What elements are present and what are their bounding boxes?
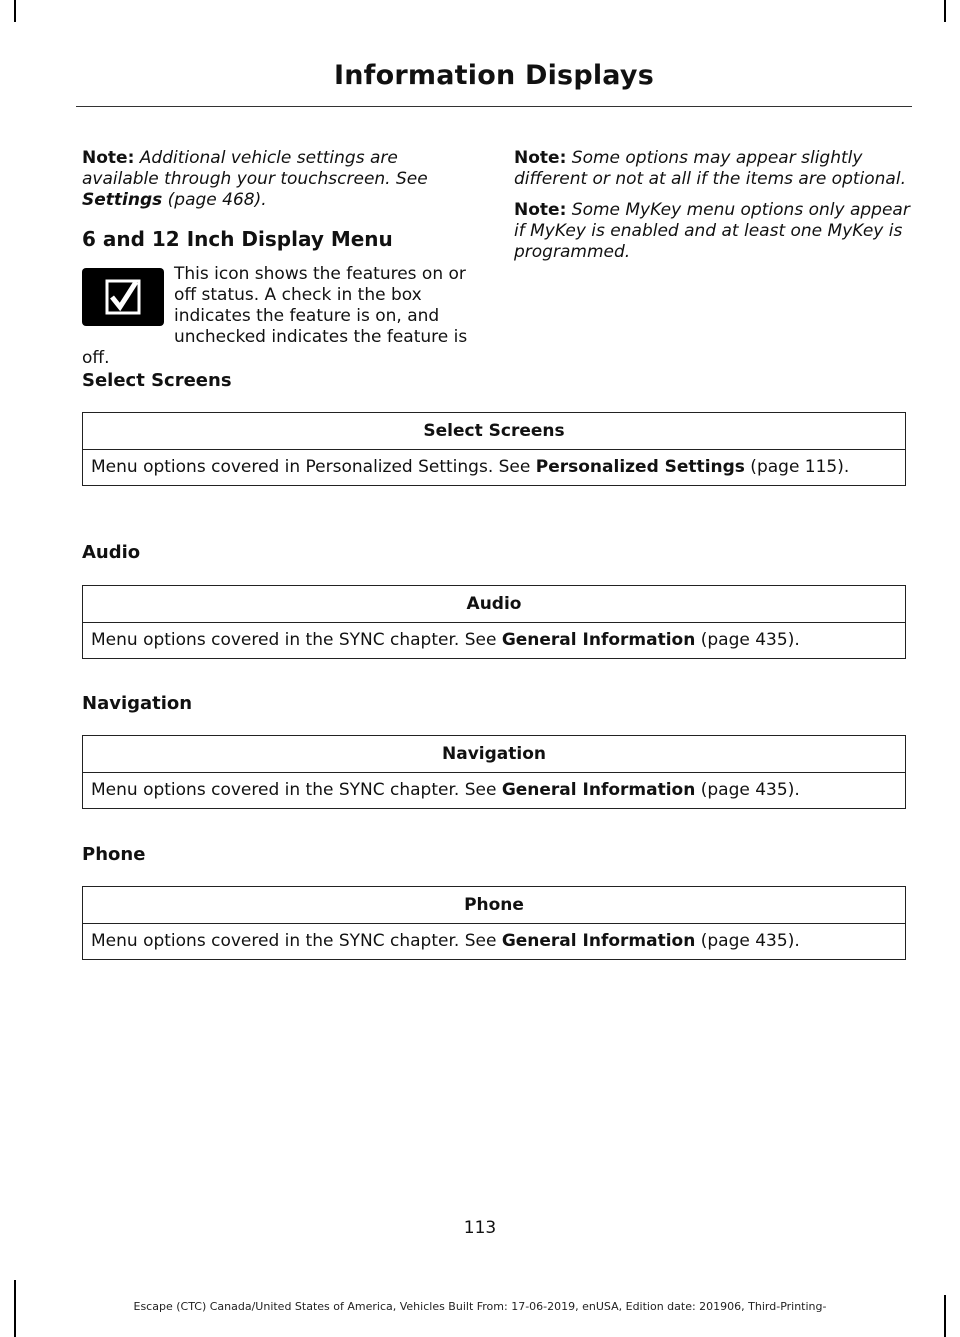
- footer-edition-text: Escape (CTC) Canada/United States of America, Vehicles Built From: 17-06-2019, enUSA, Edition date: 201906, Third-Printing-: [133, 1300, 827, 1313]
- section-heading-audio: Audio: [82, 542, 141, 563]
- right-column: [514, 148, 910, 273]
- cell-text: Menu options covered in the SYNC chapter. See: [91, 630, 502, 650]
- settings-link[interactable]: Settings: [82, 190, 163, 210]
- crop-mark: [944, 0, 946, 22]
- table-cell: [83, 450, 906, 486]
- table-phone: [82, 886, 906, 960]
- cell-page-ref: (page 435).: [695, 780, 800, 800]
- table-audio: [82, 585, 906, 659]
- checked-box-icon: [82, 268, 164, 326]
- note-label: Note:: [514, 200, 567, 220]
- note-text: Additional vehicle settings are available through your touchscreen. See: [82, 148, 428, 189]
- left-column: [82, 148, 474, 369]
- section-heading-select-screens: Select Screens: [82, 370, 232, 391]
- note-additional-settings: [82, 148, 474, 211]
- icon-description: [82, 264, 474, 369]
- page-number: 113: [463, 1218, 497, 1238]
- table-header: Navigation: [83, 736, 906, 773]
- table-select-screens: [82, 412, 906, 486]
- table-cell: [83, 773, 906, 809]
- icon-description-text: This icon shows the features on or off status. A check in the box indicates the feature is on, and unchecked indicates the feature is off.: [82, 264, 468, 368]
- note-text: Some MyKey menu options only appear if MyKey is enabled and at least one MyKey is programmed.: [514, 200, 910, 262]
- table-cell: [83, 623, 906, 659]
- cell-text: Menu options covered in Personalized Settings. See: [91, 457, 536, 477]
- cell-page-ref: (page 435).: [695, 931, 800, 951]
- section-heading-navigation: Navigation: [82, 693, 193, 714]
- general-information-link[interactable]: General Information: [501, 931, 696, 951]
- general-information-link[interactable]: General Information: [501, 780, 696, 800]
- general-information-link[interactable]: General Information: [501, 630, 696, 650]
- cell-text: Menu options covered in the SYNC chapter. See: [91, 931, 502, 951]
- table-cell: [83, 924, 906, 960]
- table-navigation: [82, 735, 906, 809]
- note-text: Some options may appear slightly different or not at all if the items are optional.: [514, 148, 906, 189]
- note-options-differ: [514, 148, 910, 190]
- table-header: Phone: [83, 887, 906, 924]
- crop-mark: [14, 0, 16, 22]
- personalized-settings-link[interactable]: Personalized Settings: [535, 457, 745, 477]
- cell-text: Menu options covered in the SYNC chapter. See: [91, 780, 502, 800]
- cell-page-ref: (page 435).: [695, 630, 800, 650]
- table-header: Select Screens: [83, 413, 906, 450]
- note-page-ref: (page 468).: [162, 190, 267, 210]
- section-heading-phone: Phone: [82, 844, 146, 865]
- note-label: Note:: [82, 148, 135, 168]
- table-header: Audio: [83, 586, 906, 623]
- note-label: Note:: [514, 148, 567, 168]
- header-rule: [76, 106, 912, 107]
- cell-page-ref: (page 115).: [744, 457, 850, 477]
- page-title: Information Displays: [334, 60, 654, 91]
- display-menu-heading: 6 and 12 Inch Display Menu: [82, 227, 393, 251]
- note-mykey: [514, 200, 910, 263]
